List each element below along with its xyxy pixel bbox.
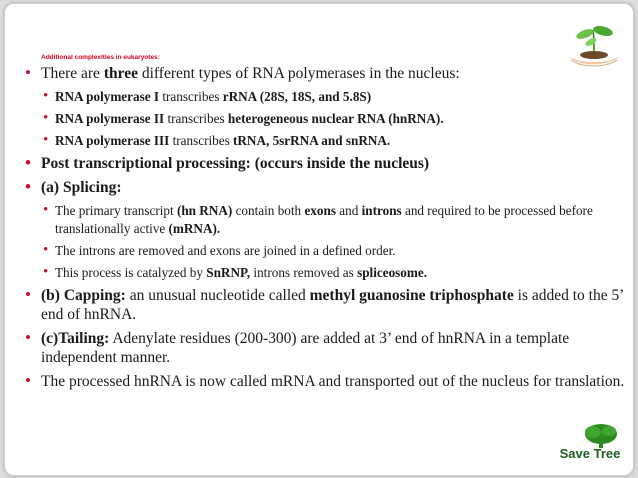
save-tree-logo xyxy=(557,422,623,462)
bold-text: (c)Tailing: xyxy=(41,330,110,347)
bullet-splicing: • (a) Splicing: xyxy=(23,178,628,197)
text: different types of RNA polymerases in the nucleus: xyxy=(137,65,460,82)
text: Adenylate residues (200-300) are added at 3’ end of hnRNA in a template independent manner. xyxy=(41,330,570,366)
text: contain both xyxy=(232,203,305,218)
text: transcribes xyxy=(169,133,234,148)
text: There are xyxy=(41,65,104,82)
bold-text: tRNA, 5srRNA and snRNA. xyxy=(233,133,391,148)
header-note: Additional complexities in eukaryotes: xyxy=(41,54,160,61)
bold-text: rRNA (28S, 18S, and 5.8S) xyxy=(222,89,372,104)
bullet-pol3 xyxy=(23,132,628,150)
bold-text: (hn RNA) xyxy=(176,203,233,218)
bullet-splicing-primary xyxy=(23,202,628,238)
text: introns removed as xyxy=(250,265,358,280)
bold-text: methyl guanosine triphosphate xyxy=(309,287,514,304)
bullet-splicing-catalyzed xyxy=(23,264,628,282)
bullet-capping xyxy=(23,286,628,324)
bold-text: SnRNP, xyxy=(206,265,251,280)
save-tree-logo-text: Save Tree xyxy=(559,446,621,461)
bold-text: introns xyxy=(361,203,402,218)
bullet-rna-polymerase-types xyxy=(23,64,628,83)
hands-plant-logo xyxy=(563,22,625,70)
bullet-pol1 xyxy=(23,88,628,106)
bold-text: (mRNA). xyxy=(168,221,221,236)
bullet-pol2 xyxy=(23,110,628,128)
text: The primary transcript xyxy=(55,203,177,218)
bold-text: spliceosome. xyxy=(357,265,428,280)
bullet-list xyxy=(23,64,628,396)
bold-text: heterogeneous nuclear RNA (hnRNA). xyxy=(227,111,444,126)
text: is added to the 5’ end of hnRNA. xyxy=(41,287,624,323)
text: an unusual nucleotide called xyxy=(125,287,310,304)
text: This process is catalyzed by xyxy=(55,265,207,280)
text: transcribes xyxy=(159,89,223,104)
text: and required to be processed before translationally active xyxy=(55,203,593,236)
text: and xyxy=(335,203,362,218)
bold-text: exons xyxy=(304,203,336,218)
bullet-splicing-introns: • The introns are removed and exons are joined in a defined order. xyxy=(23,242,628,260)
slide xyxy=(4,3,634,476)
text: transcribes xyxy=(164,111,228,126)
bold-text: RNA polymerase I xyxy=(55,89,160,104)
bold-text: (b) Capping: xyxy=(41,287,126,304)
bullet-processed-mrna: • The processed hnRNA is now called mRNA and transported out of the nucleus for translation. xyxy=(23,372,628,391)
bold-text: three xyxy=(103,65,138,82)
bold-text: RNA polymerase III xyxy=(55,133,170,148)
bullet-post-transcriptional: • Post transcriptional processing: (occurs inside the nucleus) xyxy=(23,154,628,173)
bullet-tailing xyxy=(23,329,628,367)
bold-text: RNA polymerase II xyxy=(55,111,165,126)
